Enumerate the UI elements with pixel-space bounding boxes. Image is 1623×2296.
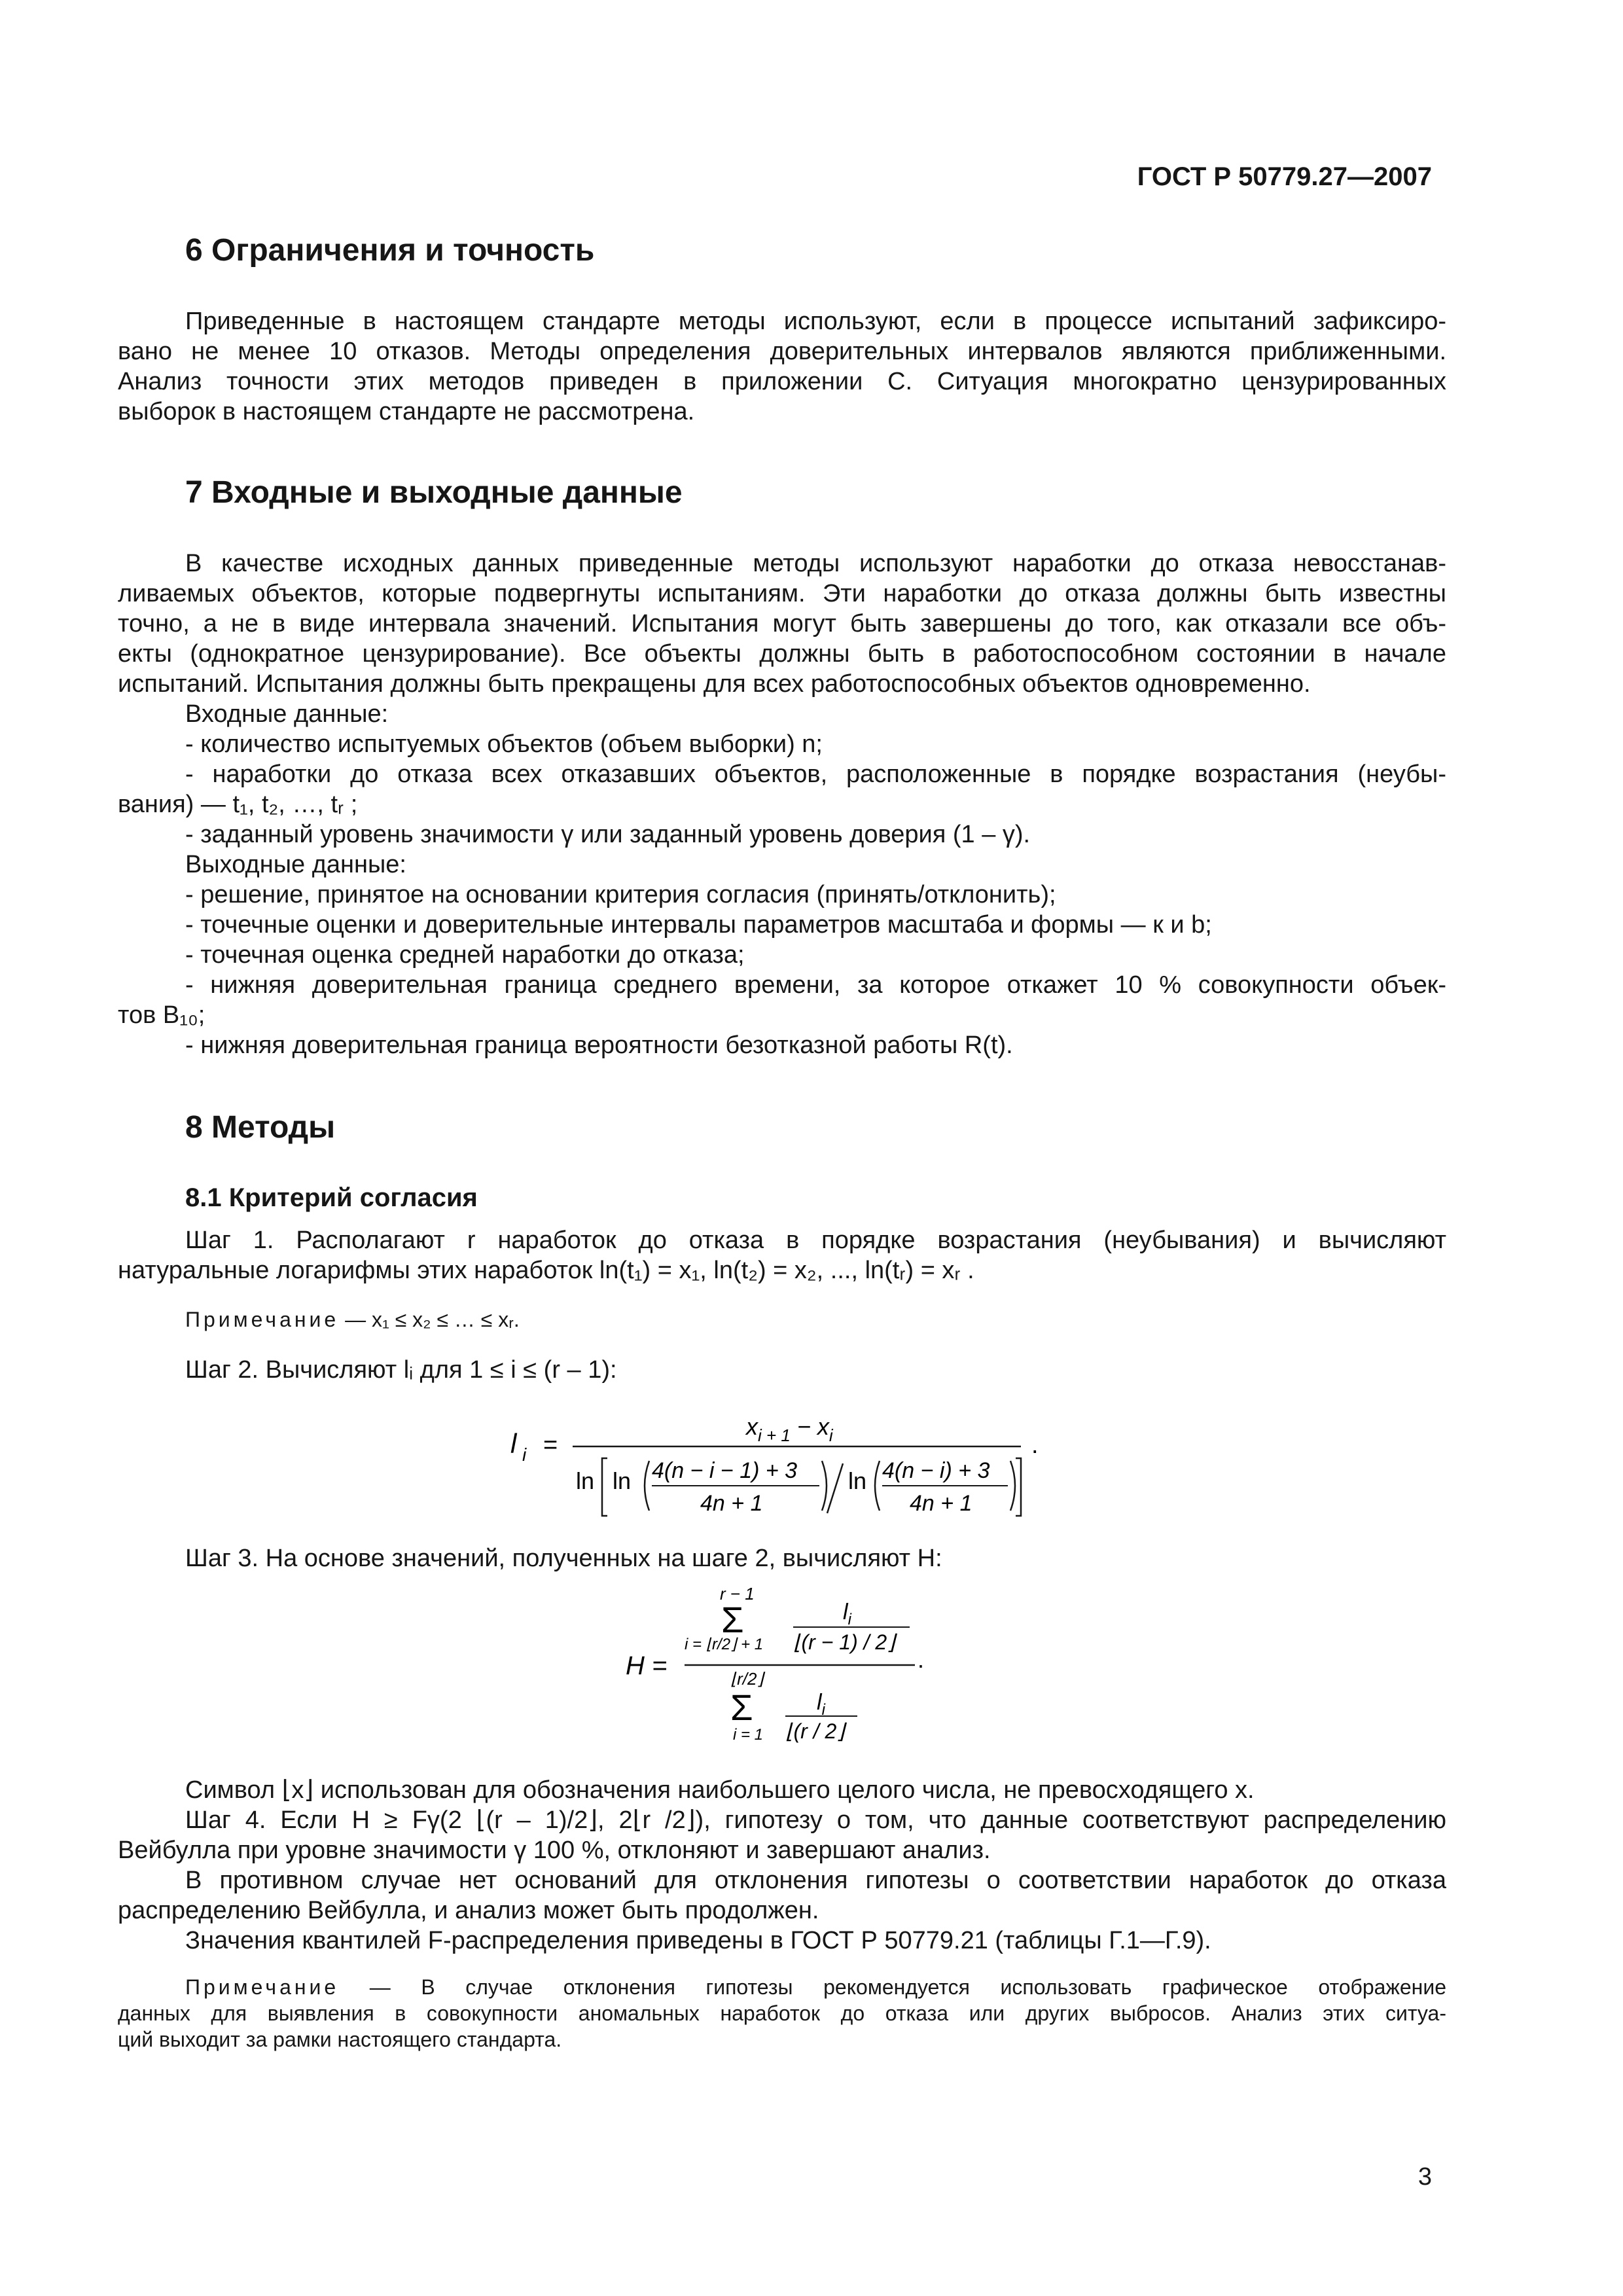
paragraph-line: испытаний. Испытания должны быть прекращены для всех работоспособных объектов одновременно. [118, 670, 1311, 698]
document-header: ГОСТ Р 50779.27—2007 [1137, 162, 1432, 191]
formula-h-lhs: H = [626, 1651, 668, 1680]
ln-right: ln [848, 1467, 867, 1494]
formula-h-end: . [918, 1646, 925, 1673]
left-paren-2 [875, 1461, 880, 1511]
paragraph-line: Значения квантилей F-распределения приведены в ГОСТ Р 50779.21 (таблицы Г.1—Г.9). [185, 1927, 1211, 1954]
paragraph-line: натуральные логарифмы этих наработок ln(t₁) = x₁, ln(t₂) = x₂, ..., ln(tᵣ) = xᵣ . [118, 1257, 974, 1284]
paragraph-line: точно, а не в виде интервала значений. Испытания могут быть завершены до того, как отказали все объ- [118, 610, 1446, 637]
paragraph-line: Анализ точности этих методов приведен в приложении С. Ситуация многократно цензурированных [118, 368, 1446, 395]
ln-outer: ln [576, 1467, 595, 1494]
frac2-denominator: 4n + 1 [910, 1491, 972, 1516]
paragraph-line: Вейбулла при уровне значимости γ 100 %, отклоняют и завершают анализ. [118, 1837, 991, 1864]
paragraph-line: распределению Вейбулла, и анализ может быть продолжен. [118, 1897, 819, 1924]
formula-h [622, 1584, 936, 1755]
formula-lhs-sub: i [522, 1444, 527, 1465]
list-item: - наработки до отказа всех отказавших объектов, расположенные в порядке возрастания (неубы- [185, 761, 1446, 788]
list-item: тов B₁₀; [118, 1001, 205, 1029]
note-text: — x₁ ≤ x₂ ≤ … ≤ xᵣ. [339, 1308, 520, 1331]
term1-numerator: $l_i$ [843, 1600, 851, 1628]
note-label: Примечание [185, 1308, 340, 1331]
note-2-line-2: данных для выявления в совокупности аномальных наработок до отказа или других выбросов. Анализ этих ситуа- [118, 2001, 1446, 2025]
subsection-title: 8.1 Критерий согласия [185, 1183, 478, 1212]
section-6-title: 6 Ограничения и точность [185, 233, 595, 268]
sum1-sigma: Σ [721, 1599, 744, 1640]
paragraph-line: вано не менее 10 отказов. Методы определения доверительных интервалов являются приближенными. [118, 338, 1446, 365]
right-paren-2 [1010, 1461, 1015, 1511]
section-8-title: 8 Методы [185, 1110, 336, 1145]
left-paren [645, 1461, 649, 1511]
frac1-denominator: 4n + 1 [700, 1491, 763, 1516]
formula-numerator: $x_{i + 1} - x_i$ [746, 1413, 833, 1445]
division-slash [827, 1463, 843, 1513]
note-1 [185, 1306, 1514, 1333]
list-item: - точечные оценки и доверительные интервалы параметров масштаба и формы — к и b; [185, 911, 1212, 939]
term1-denominator: ⌊(r − 1) / 2⌋ [793, 1630, 895, 1654]
frac1-numerator: 4(n − i − 1) + 3 [652, 1458, 798, 1483]
list-item: - количество испытуемых объектов (объем выборки) n; [185, 730, 823, 758]
sum2-sigma: Σ [730, 1687, 753, 1728]
section-7-title: 7 Входные и выходные данные [185, 475, 683, 510]
paragraph-line: выборок в настоящем стандарте не рассмотрена. [118, 398, 695, 425]
right-bracket [1016, 1458, 1021, 1516]
sum1-lower: i = ⌊r/2⌋ + 1 [685, 1636, 764, 1653]
paragraph-line: В противном случае нет оснований для отклонения гипотезы о соответствии наработок до отказа [185, 1867, 1446, 1894]
frac2-numerator: 4(n − i) + 3 [882, 1458, 990, 1483]
ln-inner: ln [613, 1467, 632, 1494]
note-label: Примечание [185, 1975, 340, 1999]
paragraph-line: Шаг 4. Если H ≥ Fγ(2 ⌊(r – 1)/2⌋, 2⌊r /2⌋), гипотезу о том, что данные соответствуют распределению [185, 1806, 1446, 1834]
list-item: - нижняя доверительная граница вероятности безотказной работы R(t). [185, 1031, 1013, 1059]
list-item: - точечная оценка средней наработки до отказа; [185, 941, 745, 969]
formula-eq: = [543, 1431, 558, 1459]
step-3-line: Шаг 3. На основе значений, полученных на шаге 2, вычисляют H: [185, 1545, 942, 1572]
paragraph-line: Приведенные в настоящем стандарте методы используют, если в процессе испытаний зафиксиро- [185, 308, 1446, 335]
term2-numerator: $l_i$ [817, 1690, 825, 1719]
sum1-upper: r − 1 [720, 1584, 755, 1604]
paragraph-line: ливаемых объектов, которые подвергнуты испытаниям. Эти наработки до отказа должны быть известны [118, 580, 1446, 607]
paragraph-line: Символ ⌊x⌋ использован для обозначения наибольшего целого числа, не превосходящего x. [185, 1776, 1255, 1804]
list-item: вания) — t₁, t₂, …, tᵣ ; [118, 791, 358, 818]
formula-end: . [1031, 1431, 1039, 1459]
note-2-line-3: ций выходит за рамки настоящего стандарта. [118, 2028, 562, 2051]
inputs-label: Входные данные: [185, 700, 389, 728]
list-item: - решение, принятое на основании критерия согласия (принять/отклонить); [185, 881, 1056, 908]
term2-denominator: ⌊(r / 2⌋ [785, 1719, 845, 1743]
sum2-lower: i = 1 [733, 1726, 764, 1744]
outputs-label: Выходные данные: [185, 851, 406, 878]
formula-l [484, 1401, 1060, 1525]
note-text: — В случае отклонения гипотезы рекомендуется использовать графическое отображение [339, 1975, 1446, 1999]
left-bracket [602, 1458, 607, 1516]
paragraph-line: В качестве исходных данных приведенные методы используют наработки до отказа невосстанав- [185, 550, 1446, 577]
paragraph-line: Шаг 1. Располагают r наработок до отказа в порядке возрастания (неубывания) и вычисляют [185, 1227, 1446, 1254]
step-2-line: Шаг 2. Вычисляют lᵢ для 1 ≤ i ≤ (r – 1): [185, 1356, 617, 1384]
page-number: 3 [1418, 2163, 1432, 2191]
note-2-line-1 [185, 1974, 1446, 2000]
paragraph-line: екты (однократное цензурирование). Все объекты должны быть в работоспособном состоянии в начале [118, 640, 1446, 668]
formula-lhs: l [510, 1428, 517, 1459]
sum2-upper: ⌊r/2⌋ [730, 1669, 764, 1689]
list-item: - заданный уровень значимости γ или заданный уровень доверия (1 – γ). [185, 821, 1031, 848]
right-paren [822, 1461, 827, 1511]
list-item: - нижняя доверительная граница среднего времени, за которое откажет 10 % совокупности объек- [185, 971, 1446, 999]
